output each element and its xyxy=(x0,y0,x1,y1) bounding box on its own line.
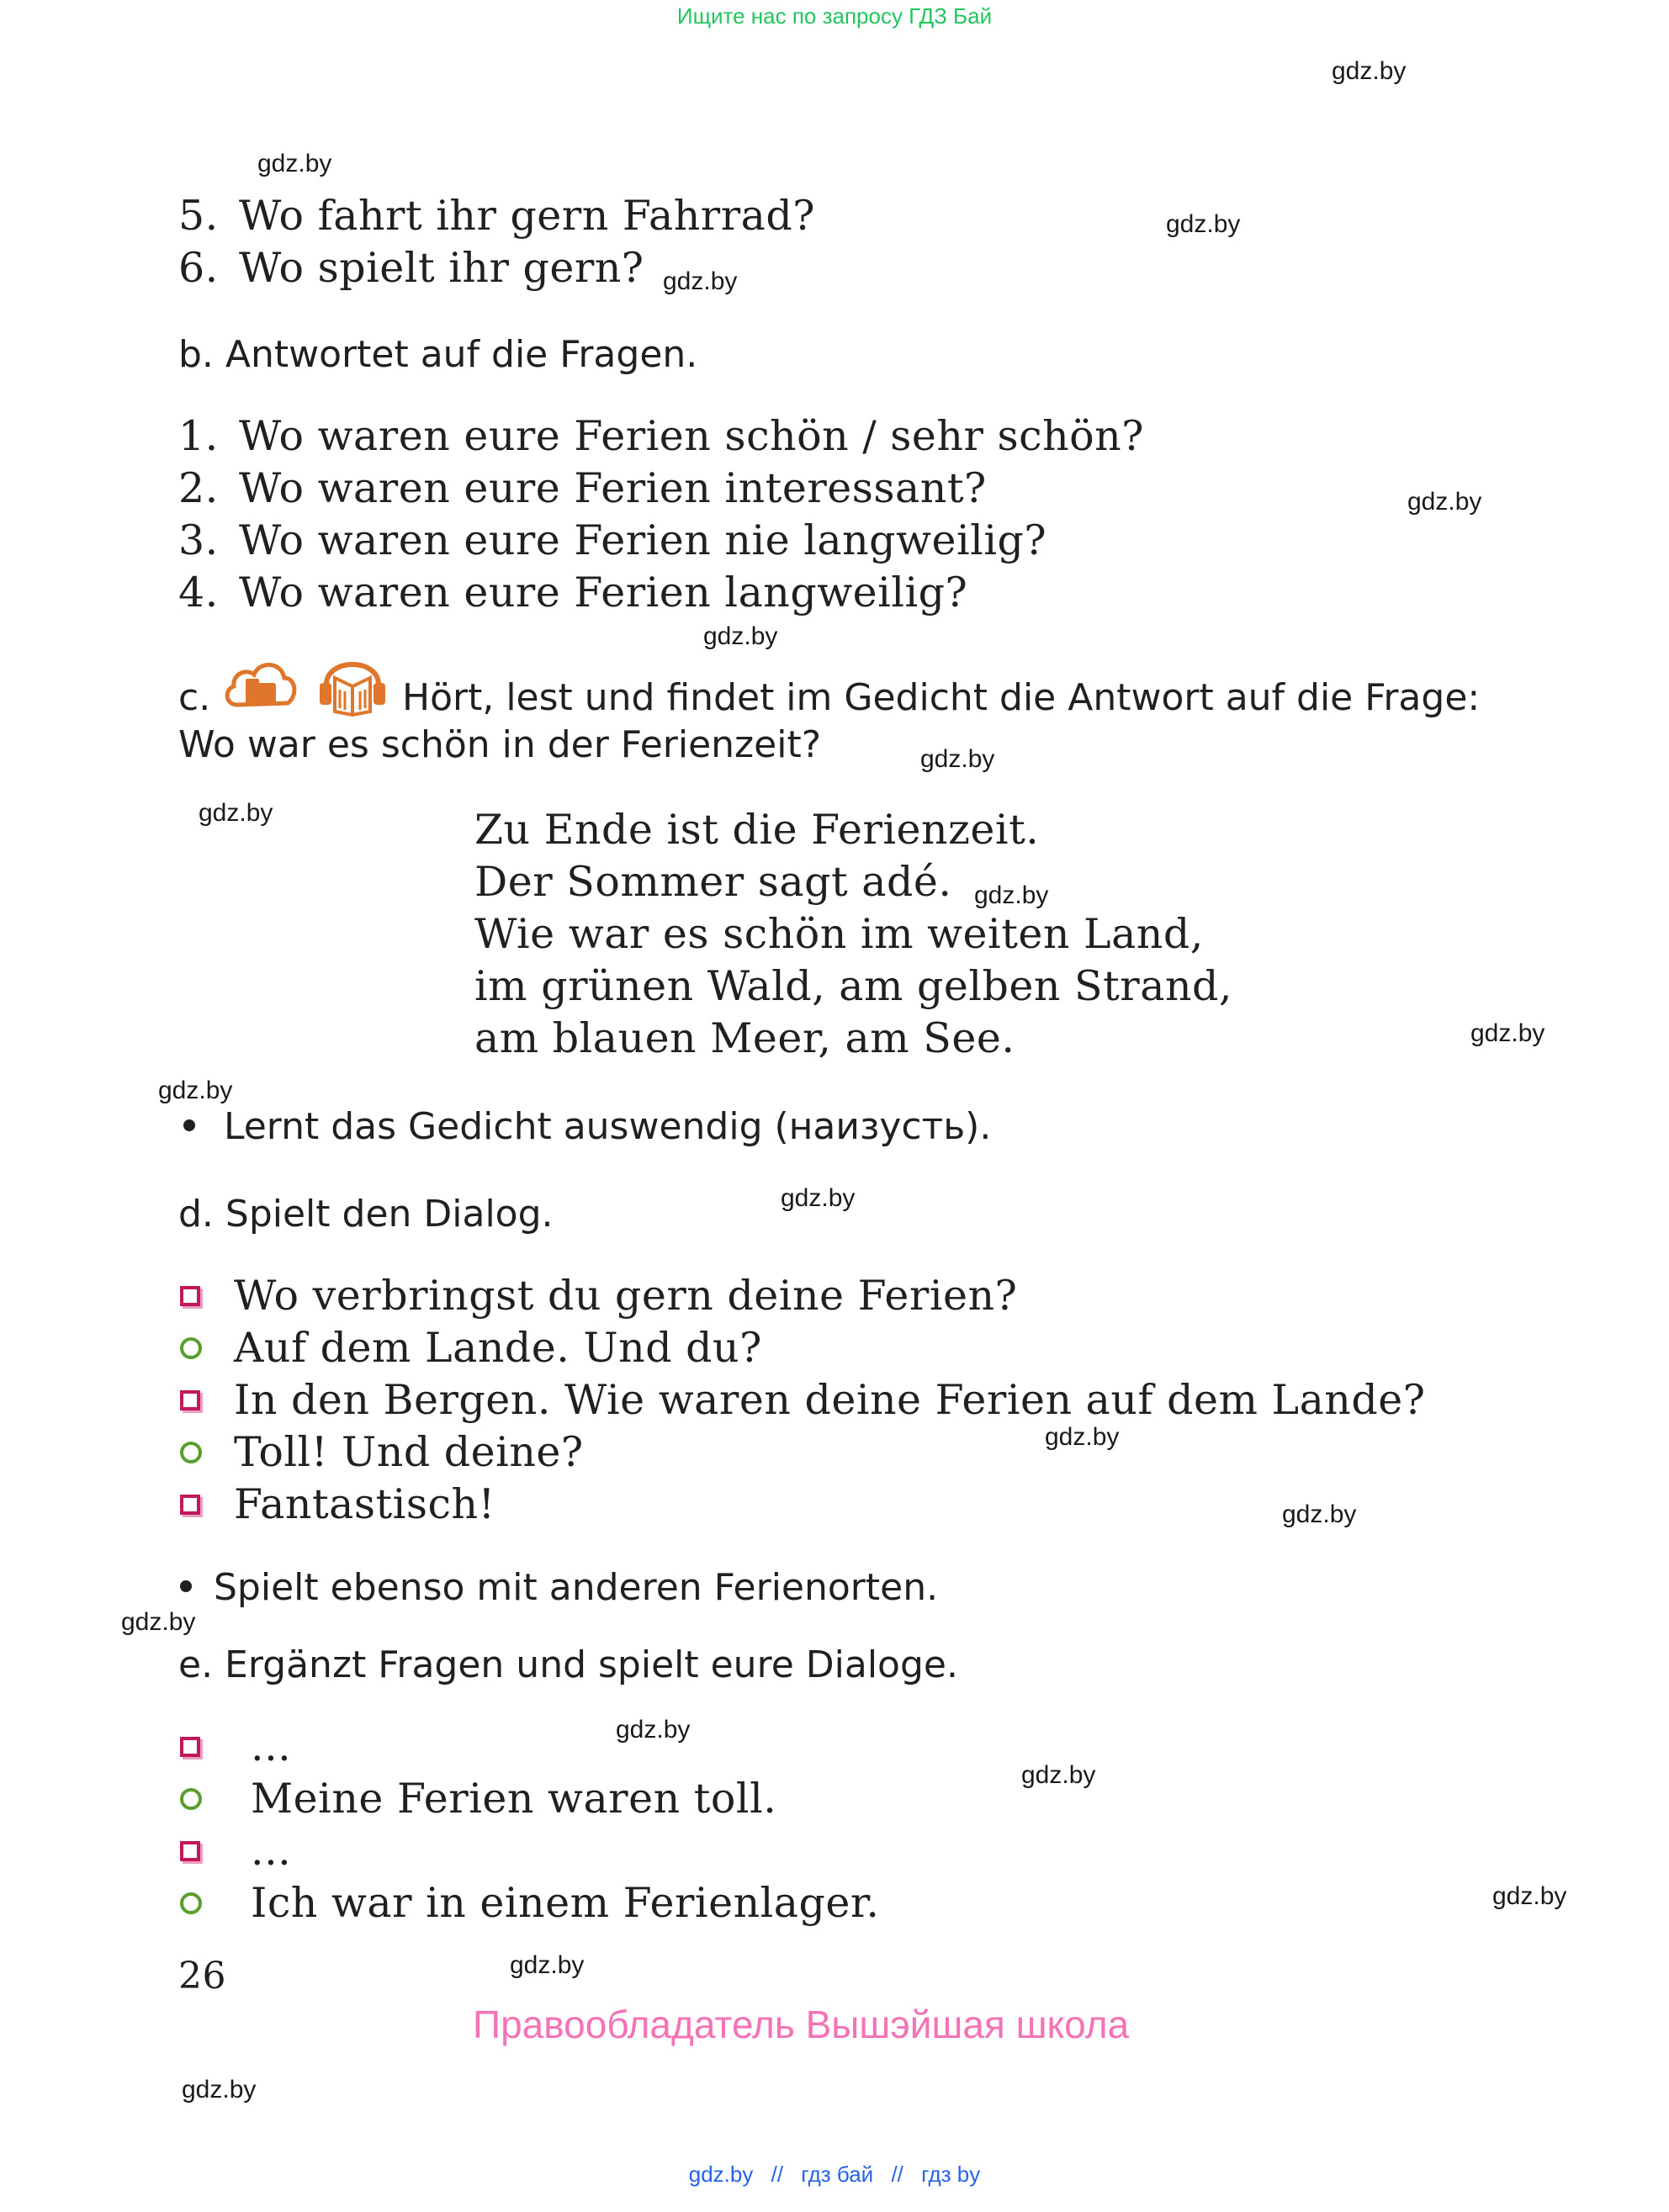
item-text: Wo waren eure Ferien langweilig? xyxy=(239,569,968,617)
rights-holder: Правообладатель Вышэйшая школа xyxy=(473,2003,1130,2046)
question-item xyxy=(178,244,644,292)
watermark: gdz.by xyxy=(1332,57,1407,85)
dialog-text: Fantastisch! xyxy=(234,1480,495,1528)
item-number: 6. xyxy=(178,244,219,292)
top-banner[interactable]: Ищите нас по запросу ГДЗ Бай xyxy=(676,3,993,29)
footer-link[interactable]: гдз by xyxy=(921,2162,981,2187)
watermark: gdz.by xyxy=(1407,488,1482,516)
item-number: 5. xyxy=(178,192,219,240)
section-d-title: d. Spielt den Dialog. xyxy=(178,1193,554,1236)
circle-marker-icon xyxy=(180,1788,202,1810)
section-b-title: b. Antwortet auf die Fragen. xyxy=(178,333,698,376)
watermark: gdz.by xyxy=(703,622,778,650)
item-text: Wo waren eure Ferien nie langweilig? xyxy=(239,516,1047,564)
section-c-question: Wo war es schön in der Ferienzeit? xyxy=(178,723,822,766)
dialog-task-text: Spielt ebenso mit anderen Ferienorten. xyxy=(214,1566,939,1609)
dialog-line xyxy=(180,1723,292,1770)
watermark: gdz.by xyxy=(257,150,332,177)
square-marker-icon xyxy=(180,1495,200,1515)
dialog-text: Auf dem Lande. Und du? xyxy=(234,1324,762,1372)
item-number: 2. xyxy=(178,464,219,512)
dialog-text: Toll! Und deine? xyxy=(234,1428,584,1476)
question-item xyxy=(178,569,968,617)
item-number: 3. xyxy=(178,516,219,564)
watermark: gdz.by xyxy=(121,1608,196,1636)
watermark: gdz.by xyxy=(199,799,273,827)
footer-link[interactable]: gdz.by xyxy=(688,2162,754,2187)
dialog-text: Wo verbringst du gern deine Ferien? xyxy=(234,1272,1018,1320)
book-headphones-icon xyxy=(313,649,392,717)
watermark: gdz.by xyxy=(1492,1882,1567,1910)
item-number: 4. xyxy=(178,569,219,617)
question-item xyxy=(178,412,1144,460)
item-text: Wo waren eure Ferien schön / sehr schön? xyxy=(239,412,1144,460)
watermark: gdz.by xyxy=(781,1184,856,1212)
question-item xyxy=(178,464,987,512)
poem-line: Der Sommer sagt adé. xyxy=(474,858,952,906)
section-c-letter: c. xyxy=(178,676,211,719)
dialog-line xyxy=(180,1879,880,1927)
dialog-line xyxy=(180,1480,495,1528)
watermark: gdz.by xyxy=(1166,210,1241,238)
poem-line: im grünen Wald, am gelben Strand, xyxy=(474,962,1232,1010)
watermark: gdz.by xyxy=(1470,1019,1545,1047)
dialog-task xyxy=(180,1566,939,1609)
poem-line: am blauen Meer, am See. xyxy=(474,1014,1015,1062)
dialog-text: ... xyxy=(251,1723,292,1770)
section-c-title: Hört, lest und findet im Gedicht die Antwort auf die Frage: xyxy=(402,676,1481,719)
dialog-text: Ich war in einem Ferienlager. xyxy=(251,1879,880,1927)
square-marker-icon xyxy=(180,1286,200,1306)
page-number: 26 xyxy=(178,1955,226,1998)
cloud-folder-icon xyxy=(222,653,299,713)
footer-links xyxy=(0,2162,1669,2188)
section-e-title: e. Ergänzt Fragen und spielt eure Dialoge. xyxy=(178,1643,958,1686)
dialog-text: In den Bergen. Wie waren deine Ferien auf dem Lande? xyxy=(234,1376,1426,1424)
watermark: gdz.by xyxy=(510,1951,585,1979)
dialog-line xyxy=(180,1324,762,1372)
square-marker-icon xyxy=(180,1390,200,1410)
footer-separator: // xyxy=(771,2162,784,2187)
square-marker-icon xyxy=(180,1841,200,1861)
dialog-line xyxy=(180,1376,1426,1424)
dialog-text: ... xyxy=(251,1827,292,1875)
dialog-line xyxy=(180,1775,777,1823)
poem-line: Zu Ende ist die Ferienzeit. xyxy=(474,806,1040,854)
dialog-line xyxy=(180,1827,292,1875)
footer-link[interactable]: гдз бай xyxy=(801,2162,874,2187)
question-item xyxy=(178,516,1047,564)
footer-separator: // xyxy=(891,2162,903,2187)
watermark: gdz.by xyxy=(1282,1500,1357,1528)
watermark: gdz.by xyxy=(920,745,995,773)
watermark: gdz.by xyxy=(182,2076,257,2104)
item-text: Wo fahrt ihr gern Fahrrad? xyxy=(239,192,816,240)
question-item xyxy=(178,192,816,240)
watermark: gdz.by xyxy=(974,881,1049,909)
watermark: gdz.by xyxy=(1021,1761,1096,1789)
watermark: gdz.by xyxy=(663,267,738,295)
circle-marker-icon xyxy=(180,1337,202,1359)
item-text: Wo spielt ihr gern? xyxy=(239,244,644,292)
watermark: gdz.by xyxy=(616,1716,691,1744)
circle-marker-icon xyxy=(180,1442,202,1463)
dialog-line xyxy=(180,1428,584,1476)
circle-marker-icon xyxy=(180,1892,202,1914)
dialog-line xyxy=(180,1272,1018,1320)
square-marker-icon xyxy=(180,1737,200,1757)
watermark: gdz.by xyxy=(1045,1423,1120,1451)
bullet-icon xyxy=(180,1580,192,1592)
poem-line: Wie war es schön im weiten Land, xyxy=(474,910,1204,958)
watermark: gdz.by xyxy=(158,1077,233,1104)
bullet-icon xyxy=(183,1119,195,1131)
poem-task xyxy=(183,1105,992,1148)
item-number: 1. xyxy=(178,412,219,460)
item-text: Wo waren eure Ferien interessant? xyxy=(239,464,987,512)
poem-task-text: Lernt das Gedicht auswendig (наизусть). xyxy=(224,1105,992,1148)
dialog-text: Meine Ferien waren toll. xyxy=(251,1775,777,1823)
